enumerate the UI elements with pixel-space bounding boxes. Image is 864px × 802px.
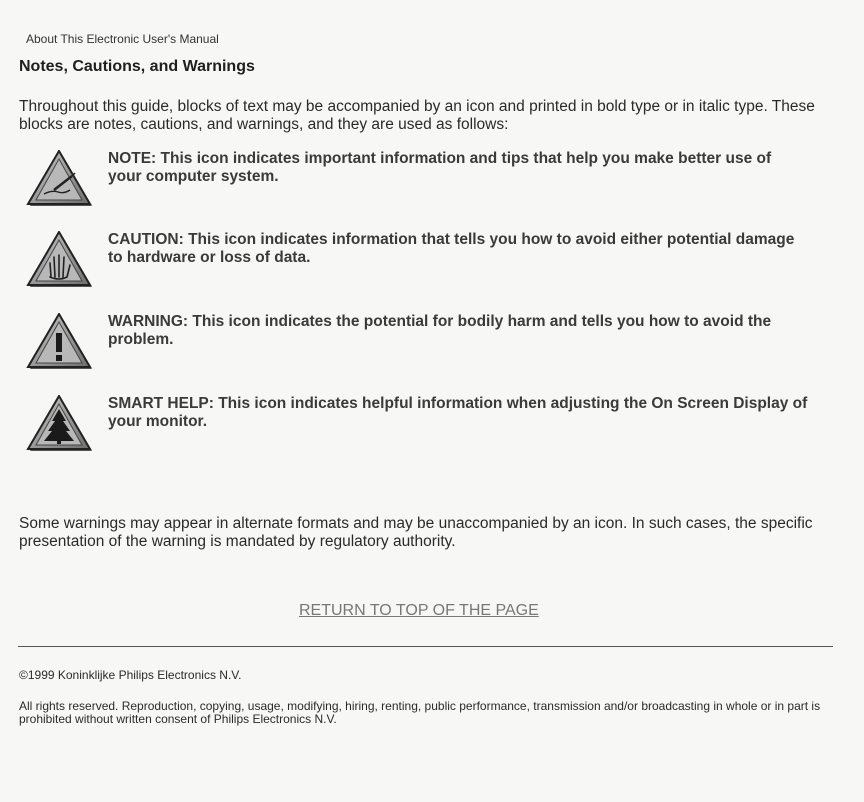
closing-paragraph: Some warnings may appear in alternate formats and may be unaccompanied by an icon. In such cases, the specific presentation of the warning is mandated by regulatory authority. [19, 515, 813, 550]
breadcrumb: About This Electronic User's Manual [26, 32, 219, 46]
notice-warning [26, 313, 826, 375]
rights-notice: All rights reserved. Reproduction, copying, usage, modifying, hiring, renting, public performance, transmission and/or broadcasting in whole or in part is prohibited without written consent of Philips Electronics N.V. [19, 699, 821, 726]
notice-smart-help-text: SMART HELP: This icon indicates helpful information when adjusting the On Screen Display of your monitor. [108, 395, 808, 430]
notice-caution [26, 231, 826, 293]
divider [18, 646, 833, 647]
copyright-line: ©1999 Koninklijke Philips Electronics N.V. [19, 668, 242, 682]
notice-caution-text: CAUTION: This icon indicates information that tells you how to avoid either potential damage to hardware or loss of data. [108, 231, 795, 266]
notice-note [26, 150, 826, 212]
notice-warning-text: WARNING: This icon indicates the potential for bodily harm and tells you how to avoid the problem. [108, 313, 772, 348]
intro-paragraph: Throughout this guide, blocks of text may be accompanied by an icon and printed in bold type or in italic type. These blocks are notes, cautions, and warnings, and they are used as follows: [19, 98, 815, 133]
warning-exclamation-icon [26, 313, 94, 373]
notice-smart-help [26, 395, 826, 457]
note-pencil-icon [26, 150, 94, 210]
smart-help-tree-icon [26, 395, 94, 455]
notice-note-text: NOTE: This icon indicates important information and tips that help you make better use of your computer system. [108, 150, 772, 185]
caution-hand-icon [26, 231, 94, 291]
page-title: Notes, Cautions, and Warnings [19, 58, 255, 75]
return-to-top-link[interactable]: RETURN TO TOP OF THE PAGE [299, 602, 539, 619]
